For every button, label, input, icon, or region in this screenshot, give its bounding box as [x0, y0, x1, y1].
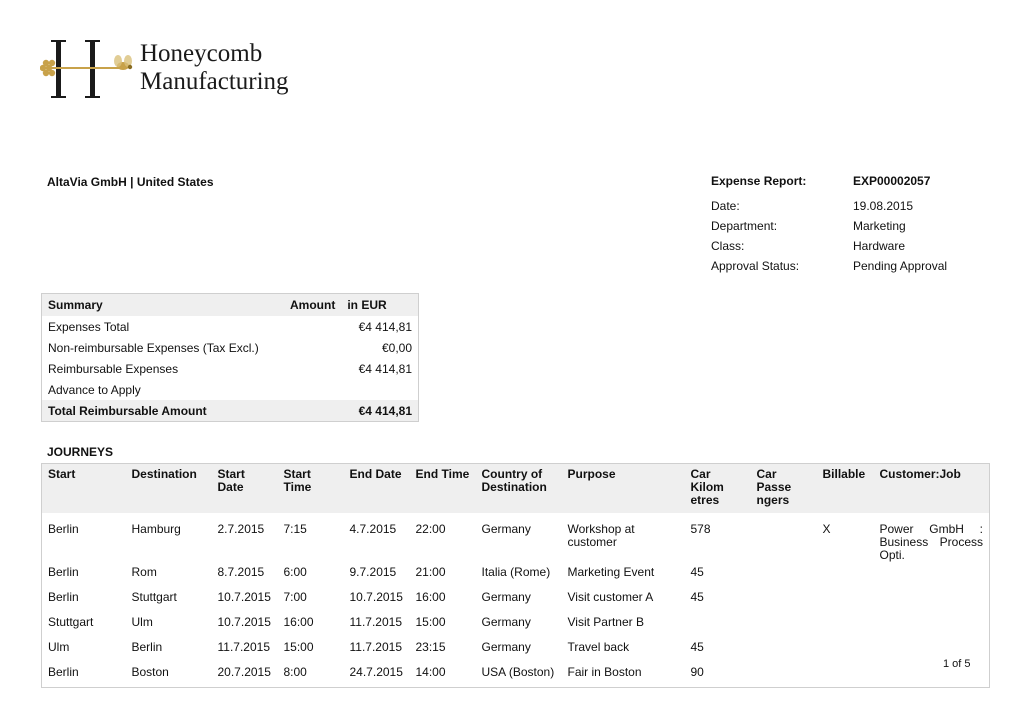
journey-cell: Visit Partner B: [567, 615, 644, 629]
journey-cell: 16:00: [283, 615, 314, 629]
page-number: 1 of 5: [943, 658, 971, 670]
summary-row: [42, 379, 419, 400]
summary-value: €4 414,81: [358, 319, 412, 334]
journey-cell: [751, 587, 817, 612]
report-label: Expense Report:: [711, 174, 807, 188]
summary-value: €4 414,81: [358, 361, 412, 376]
journey-cell: Berlin: [48, 565, 79, 579]
amount-header: Amount: [284, 294, 341, 317]
journey-cell: 22:00: [415, 522, 446, 536]
journey-cell: Boston: [131, 665, 169, 679]
field-value: Hardware: [853, 239, 906, 253]
journeys-column-header: Country of Destination: [476, 464, 562, 514]
journey-cell: 21:00: [415, 565, 446, 579]
journey-cell: [817, 637, 874, 662]
journey-cell: Germany: [481, 640, 531, 654]
summary-table: [41, 293, 419, 422]
journey-cell: Rom: [131, 565, 157, 579]
report-date-row: [711, 196, 947, 216]
journey-cell: 23:15: [415, 640, 446, 654]
journey-cell: Marketing Event: [567, 565, 655, 579]
journey-cell: 11.7.2015: [217, 640, 270, 654]
journey-cell: [874, 662, 990, 688]
journey-cell: 10.7.2015: [217, 590, 271, 604]
summary-label: Expenses Total: [48, 319, 130, 334]
journey-cell: [817, 612, 874, 637]
journey-row: [42, 513, 990, 562]
journey-cell: Visit customer A: [567, 590, 654, 604]
journey-cell: 15:00: [415, 615, 446, 629]
journeys-column-header: Customer:Job: [874, 464, 990, 514]
journey-cell: 7:00: [283, 590, 307, 604]
summary-header: Summary: [42, 294, 285, 317]
journey-cell: [751, 637, 817, 662]
journey-cell: Germany: [481, 615, 531, 629]
journey-cell: Ulm: [131, 615, 153, 629]
summary-label: Reimbursable Expenses: [48, 361, 179, 376]
field-label: Class:: [711, 239, 745, 253]
total-value: €4 414,81: [341, 400, 418, 422]
summary-value: €0,00: [381, 340, 412, 355]
journey-cell: 10.7.2015: [217, 615, 271, 629]
journey-cell: Germany: [481, 590, 531, 604]
summary-total-row: [42, 400, 419, 422]
journey-row: [42, 662, 990, 688]
brand-name-line2: Manufacturing: [140, 68, 289, 95]
journey-cell: 14:00: [415, 665, 446, 679]
journey-cell: [685, 612, 751, 637]
journey-cell: USA (Boston): [481, 665, 555, 679]
journey-cell: [874, 612, 990, 637]
journey-cell: 16:00: [415, 590, 446, 604]
field-value: 19.08.2015: [853, 199, 914, 213]
journey-cell: 10.7.2015: [349, 590, 403, 604]
journeys-title: JOURNEYS: [47, 445, 114, 459]
summary-header-row: [42, 294, 419, 317]
journey-row: [42, 562, 990, 587]
report-number-row: [711, 174, 947, 196]
journey-cell: 15:00: [283, 640, 314, 654]
journey-cell: 24.7.2015: [349, 665, 403, 679]
honeycomb-logo-icon: [40, 36, 140, 104]
journey-cell: Travel back: [567, 640, 630, 654]
journey-cell: [817, 587, 874, 612]
journey-cell: 2.7.2015: [217, 522, 265, 536]
report-class-row: [711, 236, 947, 256]
journey-cell: Germany: [481, 522, 531, 536]
journey-cell: [751, 662, 817, 688]
journeys-column-header: Billable: [817, 464, 874, 514]
journey-cell: Berlin: [48, 522, 79, 536]
journey-cell: Ulm: [48, 640, 70, 654]
journey-cell: 11.7.2015: [349, 640, 402, 654]
report-metadata: [711, 174, 947, 276]
journey-cell: [874, 587, 990, 612]
journey-cell: 11.7.2015: [349, 615, 402, 629]
journey-row: [42, 612, 990, 637]
field-label: Department:: [711, 219, 778, 233]
journey-cell: 20.7.2015: [217, 665, 271, 679]
summary-label: Advance to Apply: [48, 382, 141, 397]
journey-cell: Stuttgart: [131, 590, 177, 604]
journey-cell: Berlin: [131, 640, 163, 654]
journey-cell: 8:00: [283, 665, 307, 679]
summary-row: [42, 337, 419, 358]
journey-cell: 90: [690, 665, 704, 679]
journeys-column-header: Start Date: [212, 464, 278, 514]
journeys-column-header: End Date: [344, 464, 410, 514]
journey-cell: Workshop at customer: [567, 522, 635, 549]
currency-header: in EUR: [341, 294, 418, 317]
journey-cell: 4.7.2015: [349, 522, 397, 536]
company-name: AltaVia GmbH | United States: [47, 175, 214, 189]
journey-cell: [874, 637, 990, 662]
report-status-row: [711, 256, 947, 276]
total-label: Total Reimbursable Amount: [42, 400, 342, 422]
journey-cell: [817, 662, 874, 688]
journeys-column-header: Purpose: [562, 464, 685, 514]
journeys-column-header: Destination: [126, 464, 212, 514]
journey-cell: Italia (Rome): [481, 565, 551, 579]
journey-cell: 45: [690, 565, 704, 579]
report-number: EXP00002057: [853, 174, 931, 188]
journeys-table: [41, 463, 990, 688]
journey-cell: [751, 612, 817, 637]
journey-cell: 6:00: [283, 565, 307, 579]
journey-cell: Stuttgart: [48, 615, 94, 629]
journey-cell: Power GmbH : Business Process Opti.: [879, 522, 983, 562]
journey-cell: 578: [690, 522, 711, 536]
summary-label: Non-reimbursable Expenses (Tax Excl.): [48, 340, 259, 355]
journey-cell: 8.7.2015: [217, 565, 265, 579]
journey-cell: Fair in Boston: [567, 665, 642, 679]
summary-row: [42, 358, 419, 379]
journey-cell: [874, 562, 990, 587]
journey-cell: [751, 513, 817, 562]
journeys-column-header: Start Time: [278, 464, 344, 514]
brand-name: [140, 40, 289, 96]
journeys-column-header: Car Passe ngers: [751, 464, 817, 514]
journey-cell: 7:15: [283, 522, 307, 536]
journey-cell: 45: [690, 640, 704, 654]
journey-cell: Hamburg: [131, 522, 181, 536]
journey-cell: Berlin: [48, 665, 79, 679]
journey-cell: [751, 562, 817, 587]
field-label: Approval Status:: [711, 259, 800, 273]
journeys-column-header: Start: [42, 464, 126, 514]
brand-name-line1: Honeycomb: [140, 40, 263, 67]
report-department-row: [711, 216, 947, 236]
journey-row: [42, 587, 990, 612]
journey-cell: 45: [690, 590, 704, 604]
summary-row: [42, 316, 419, 337]
summary-value: [341, 379, 418, 400]
journeys-column-header: End Time: [410, 464, 476, 514]
field-value: Pending Approval: [853, 259, 948, 273]
journey-cell: X: [822, 522, 831, 536]
journeys-column-header: Car Kilom etres: [685, 464, 751, 514]
journey-cell: [817, 562, 874, 587]
journey-row: [42, 637, 990, 662]
field-label: Date:: [711, 199, 740, 213]
journey-cell: Berlin: [48, 590, 79, 604]
journey-cell: 9.7.2015: [349, 565, 397, 579]
field-value: Marketing: [853, 219, 906, 233]
journeys-header-row: [42, 464, 990, 514]
